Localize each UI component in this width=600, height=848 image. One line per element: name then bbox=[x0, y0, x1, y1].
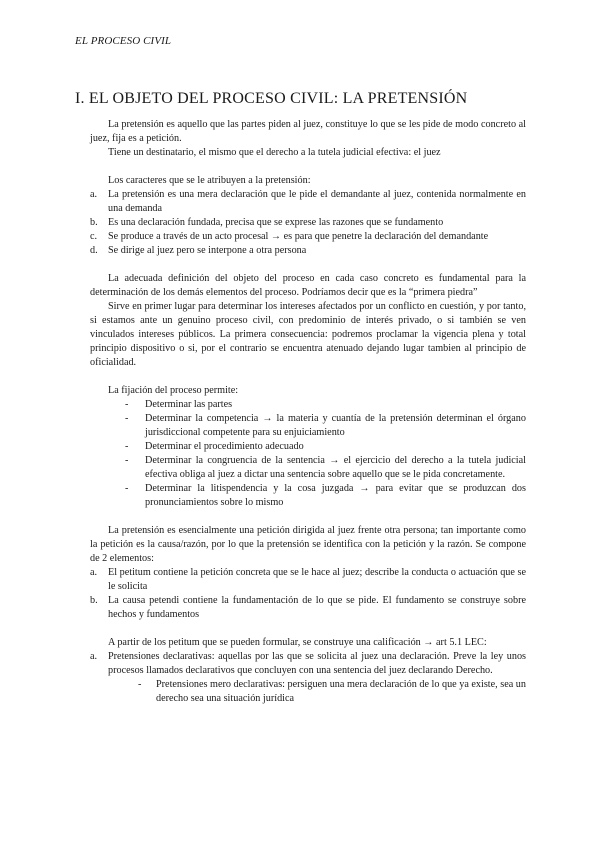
clasificacion-sublist bbox=[108, 678, 526, 706]
list-item bbox=[125, 412, 526, 440]
intro-paragraph: Tiene un destinatario, el mismo que el derecho a la tutela judicial efectiva: el juez bbox=[108, 147, 441, 158]
list-marker: - bbox=[125, 455, 129, 466]
list-item bbox=[90, 244, 526, 258]
list-item-text: Es una declaración fundada, precisa que se exprese las razones que se fundamento bbox=[108, 217, 444, 228]
caracteres-lead: Los caracteres que se le atribuyen a la pretensión: bbox=[108, 175, 311, 186]
list-marker: a. bbox=[90, 189, 98, 200]
list-item bbox=[125, 440, 526, 454]
list-item-text: Determinar la competencia → la materia y cuantía de la pretensión determinan el órgano jurisdiccional competente para su enjuiciamiento bbox=[145, 413, 526, 438]
list-item-text: Se dirige al juez pero se interpone a otra persona bbox=[108, 245, 307, 256]
list-marker: - bbox=[138, 679, 142, 690]
clasificacion-list bbox=[90, 650, 526, 706]
definicion-paragraph: Sirve en primer lugar para determinar los intereses afectados por un conflicto en cuestión, y por tanto, si estamos ante un genuino proceso civil, con predominio de interés privado, o si también se ven vinculados intereses públicos. La primera consecuencia: podremos proclamar la vigencia plena y total principio dispositivo o si, por el contrario se encuentra atenuado dejando lugar tambien al principio de oficialidad. bbox=[90, 301, 526, 368]
list-marker: b. bbox=[90, 217, 98, 228]
list-item bbox=[90, 566, 526, 594]
definicion-paragraph: La adecuada definición del objeto del proceso en cada caso concreto es fundamental para la determinación de los demás elementos del proceso. Podríamos decir que es la “primera piedra” bbox=[90, 273, 526, 298]
list-marker: a. bbox=[90, 651, 98, 662]
elementos-lead: La pretensión es esencialmente una petición dirigida al juez frente otra persona; tan importante como la petición es la causa/razón, por lo que la pretensión se identifica con la petición y la razón. Se compone de 2 elementos: bbox=[90, 525, 526, 564]
list-item-text: Determinar la litispendencia y la cosa juzgada → para evitar que se produzcan dos pronunciamientos sobre lo mismo bbox=[145, 483, 526, 508]
list-item-text: Se produce a través de un acto procesal → es para que penetre la declaración del demandante bbox=[108, 231, 489, 242]
list-item bbox=[125, 454, 526, 482]
list-item-text: Determinar las partes bbox=[145, 399, 233, 410]
list-item-text: Determinar la congruencia de la sentencia → el ejercicio del derecho a la tutela judicial efectiva obliga al juez a dictar una sentencia sobre aquello que se le pida concretamente. bbox=[145, 455, 526, 480]
list-item bbox=[138, 678, 526, 706]
list-item bbox=[125, 482, 526, 510]
elementos-list bbox=[90, 566, 526, 622]
list-item-text: Pretensiones mero declarativas: persiguen una mera declaración de lo que ya existe, sea un derecho sea una situación jurídica bbox=[156, 679, 526, 704]
list-item bbox=[90, 594, 526, 622]
list-item-text: Pretensiones declarativas: aquellas por las que se solicita al juez una declaración. Preve la ley unos procesos llamados declarativos que concluyen con una sentencia del juez declarando Derecho. bbox=[108, 651, 526, 676]
list-item-text: Determinar el procedimiento adecuado bbox=[145, 441, 304, 452]
document-body bbox=[90, 118, 526, 706]
list-marker: a. bbox=[90, 567, 98, 578]
list-item bbox=[90, 188, 526, 216]
list-marker: - bbox=[125, 441, 129, 452]
intro-paragraph: La pretensión es aquello que las partes piden al juez, constituye lo que se les pide de modo concreto al juez, fija es a petición. bbox=[90, 119, 526, 144]
list-item-text: La causa petendi contiene la fundamentación de lo que se pide. El fundamento se construye sobre hechos y fundamentos bbox=[108, 595, 526, 620]
list-marker: - bbox=[125, 413, 129, 424]
list-marker: - bbox=[125, 399, 129, 410]
list-item-text: El petitum contiene la petición concreta que se le hace al juez; describe la conducta o actuación que se le solicita bbox=[108, 567, 526, 592]
list-marker: d. bbox=[90, 245, 98, 256]
section-title: I. EL OBJETO DEL PROCESO CIVIL: LA PRETENSIÓN bbox=[75, 90, 468, 107]
list-item bbox=[90, 650, 526, 706]
caracteres-list bbox=[90, 188, 526, 258]
fijacion-lead: La fijación del proceso permite: bbox=[108, 385, 239, 396]
list-marker: b. bbox=[90, 595, 98, 606]
running-header: EL PROCESO CIVIL bbox=[75, 35, 172, 47]
clasificacion-lead: A partir de los petitum que se pueden formular, se construye una calificación → art 5.1 LEC: bbox=[108, 637, 487, 648]
list-item bbox=[90, 230, 526, 244]
list-item bbox=[90, 216, 526, 230]
list-marker: - bbox=[125, 483, 129, 494]
list-marker: c. bbox=[90, 231, 98, 242]
list-item bbox=[125, 398, 526, 412]
list-item-text: La pretensión es una mera declaración que le pide el demandante al juez, contenida normalmente en una demanda bbox=[108, 189, 526, 214]
fijacion-list bbox=[90, 398, 526, 510]
